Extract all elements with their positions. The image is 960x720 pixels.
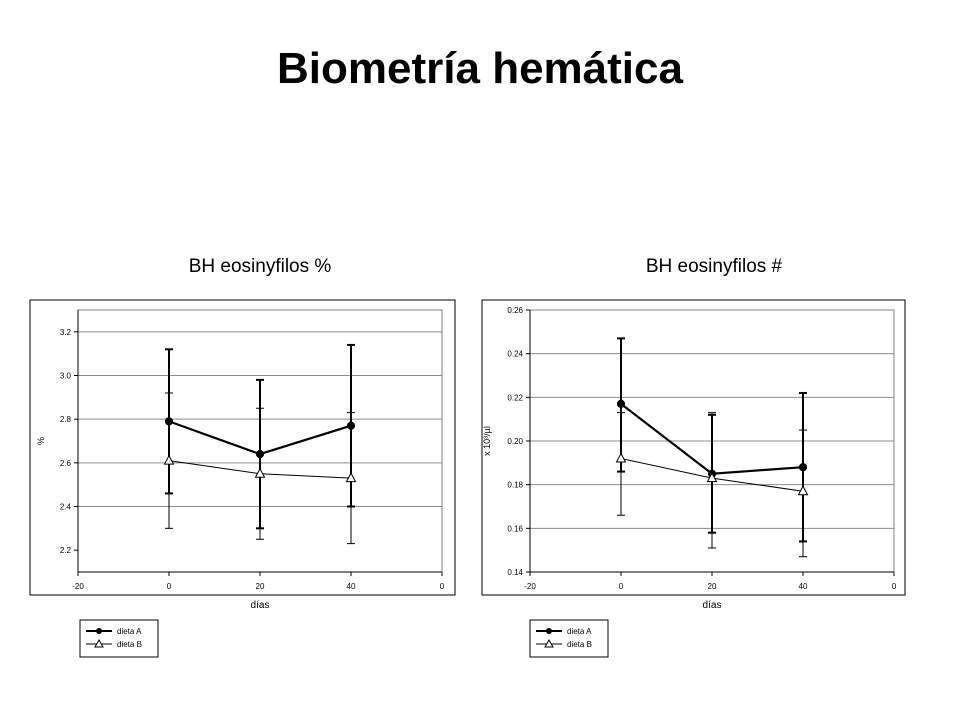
- y-tick-label: 3.2: [59, 327, 71, 337]
- y-axis-label: x 10³/µl: [482, 426, 492, 456]
- data-point: [617, 400, 624, 407]
- legend: [80, 620, 158, 657]
- x-tick-label: 20: [707, 582, 717, 591]
- x-tick-label: -20: [72, 582, 84, 591]
- y-tick-label: 2.6: [59, 458, 71, 468]
- x-tick-label: 40: [798, 582, 808, 591]
- data-point: [617, 453, 626, 462]
- x-tick-label: 0: [166, 582, 172, 591]
- x-axis-label: días: [702, 600, 722, 611]
- y-axis-label: %: [36, 436, 46, 446]
- y-tick-label: 2.8: [59, 415, 71, 425]
- y-tick-label: 0.22: [507, 393, 523, 403]
- chart-frame: [482, 300, 905, 595]
- x-tick-label: -20: [524, 582, 536, 591]
- slide-title: Biometría hemática: [277, 44, 683, 93]
- legend-label: dieta B: [117, 640, 142, 649]
- legend-box: [530, 620, 608, 657]
- x-axis-label: días: [250, 600, 270, 611]
- legend-label: dieta A: [567, 627, 592, 636]
- y-tick-label: 0.24: [507, 349, 523, 359]
- y-tick-label: 0.18: [507, 480, 523, 490]
- y-tick-label: 0.26: [507, 306, 523, 315]
- x-tick-label: 40: [346, 582, 356, 591]
- data-point: [347, 473, 356, 482]
- y-tick-label: 0.20: [507, 437, 523, 446]
- y-tick-label: 0.16: [507, 524, 523, 534]
- chart-title: BH eosinyfilos #: [645, 256, 783, 277]
- legend-box: [80, 620, 158, 657]
- x-tick-label: 0: [439, 582, 445, 591]
- chart-title: BH eosinyfilos %: [188, 256, 332, 277]
- y-tick-label: 2.4: [59, 502, 71, 512]
- chart-1: [30, 256, 455, 657]
- legend-label: dieta A: [117, 627, 142, 636]
- series-dieta-B: [165, 393, 356, 544]
- y-tick-label: 0.14: [507, 568, 523, 577]
- x-tick-label: 20: [255, 582, 265, 591]
- legend-marker: [546, 628, 552, 634]
- legend: [530, 620, 608, 657]
- y-tick-label: 2.2: [59, 546, 71, 556]
- data-point: [165, 456, 174, 465]
- legend-label: dieta B: [567, 640, 592, 649]
- x-tick-label: 0: [891, 582, 897, 591]
- chart-2: [482, 256, 905, 657]
- legend-marker: [96, 628, 102, 634]
- x-tick-label: 0: [618, 582, 624, 591]
- y-tick-label: 3.0: [59, 371, 71, 381]
